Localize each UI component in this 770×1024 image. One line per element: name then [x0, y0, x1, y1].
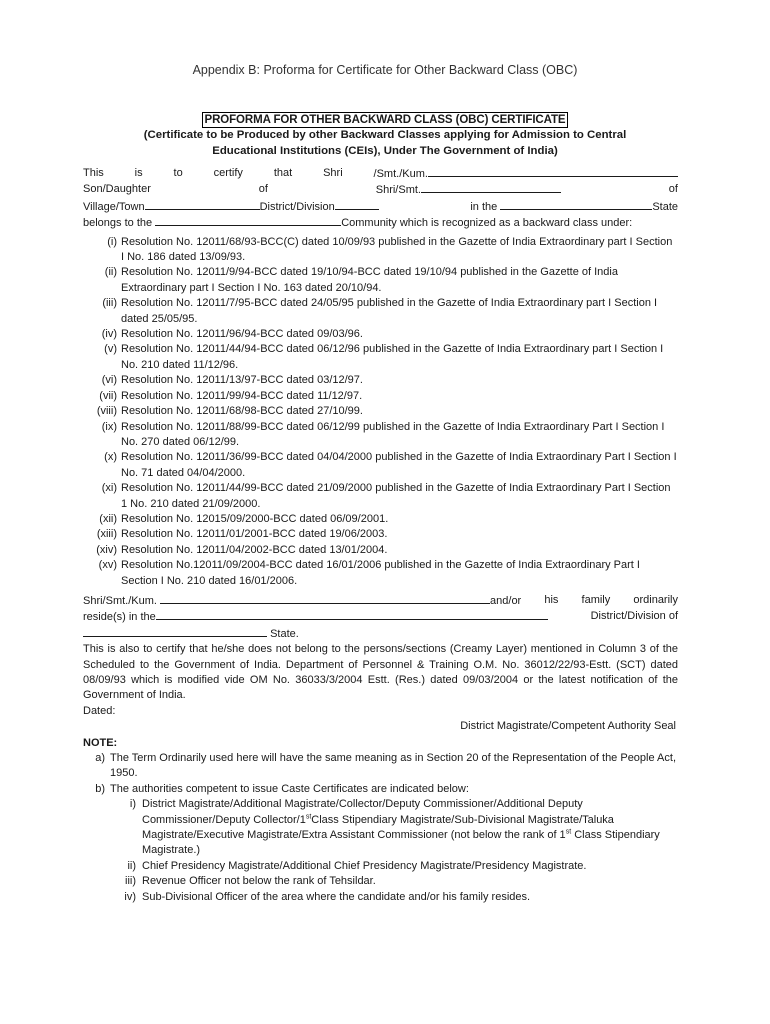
intro-word: Son/Daughter	[83, 183, 151, 196]
intro-word: Shri/Smt.	[375, 184, 421, 197]
residence-word: District/Division of	[590, 610, 678, 623]
certificate-subheading: (Certificate to be Produced by other Backward Classes applying for Admission to Central Educational Institutions (CEIs), Under The Government of India)	[143, 129, 627, 157]
intro-word: of	[668, 183, 678, 196]
resolution-list	[83, 235, 678, 589]
residence-word: Shri/Smt./Kum.	[83, 594, 157, 607]
intro-line-1	[83, 166, 678, 182]
list-item: (vii) Resolution No. 12011/99/94-BCC dated 11/12/97.	[99, 389, 363, 402]
intro-word: of	[258, 183, 268, 196]
list-item: (xii) Resolution No. 12015/09/2000-BCC dated 06/09/2001.	[99, 512, 389, 525]
certificate-heading: PROFORMA FOR OTHER BACKWARD CLASS (OBC) CERTIFICATE	[202, 112, 569, 128]
residence-line-2	[83, 609, 678, 625]
intro-word: that	[273, 167, 293, 179]
parent-name-blank	[421, 182, 561, 193]
residence-word: State.	[270, 627, 299, 640]
list-item: (iv) Resolution No. 12011/96/94-BCC dated 09/03/96.	[101, 328, 363, 341]
appendix-title: Appendix B: Proforma for Certificate for Other Backward Class (OBC)	[192, 63, 578, 77]
residence-line-1	[83, 593, 678, 609]
village-blank	[145, 199, 260, 210]
intro-word: /Smt./Kum.	[373, 168, 428, 180]
community-blank	[155, 215, 341, 226]
list-item: (ix) Resolution No. 12011/88/99-BCC dated 06/12/99 published in the Gazette of India Extraordinary Part I Section I No. 270 dated 06/12/99.	[101, 420, 665, 448]
list-item: (v) Resolution No. 12011/44/94-BCC dated 06/12/96 published in the Gazette of India Extraordinary part I Section I No. 210 dated 11/12/96.	[104, 343, 664, 371]
intro-line-3	[83, 199, 678, 215]
list-item: iii) Revenue Officer not below the rank of Tehsildar.	[125, 875, 376, 888]
resident-name-blank	[160, 593, 490, 604]
intro-word: belongs to the	[83, 217, 153, 230]
list-item: iv) Sub-Divisional Officer of the area where the candidate and/or his family resides.	[124, 890, 531, 903]
list-item: (ii) Resolution No. 12011/9/94-BCC dated 19/10/94-BCC dated 19/10/94 published in the Gazette of India Extraordinary part I Section I No. 163 dated 20/10/94.	[104, 266, 618, 294]
list-item: i) District Magistrate/Additional Magistrate/Collector/Deputy Commissioner/Additional Deputy Commissioner/Deputy Collector/1stClass Stipendiary Magistrate/Sub-Divisional Magistrate/Taluka Magistrate/Executive Magistrate/Extra Assistant Commissioner (not below the rank of 1st Class Stipendiary Magistrate.)	[83, 797, 678, 859]
residence-word: his	[544, 593, 559, 606]
intro-line-2	[83, 182, 678, 198]
list-item: (xiv) Resolution No. 12011/04/2002-BCC dated 13/01/2004.	[96, 543, 388, 556]
residence-word: and/or	[490, 594, 522, 607]
list-item: (vi) Resolution No. 12011/13/97-BCC dated 03/12/97.	[101, 374, 363, 387]
intro-word: certify	[213, 167, 243, 179]
intro-line-4	[83, 215, 678, 231]
list-item: (xiii) Resolution No. 12011/01/2001-BCC dated 19/06/2003.	[96, 528, 388, 541]
list-item: ii) Chief Presidency Magistrate/Additional Chief Presidency Magistrate/Presidency Magistrate.	[127, 859, 587, 872]
district-blank	[335, 199, 379, 210]
residence-state-blank	[83, 626, 267, 637]
residence-place-blank	[156, 609, 548, 620]
intro-word: State	[652, 200, 678, 213]
list-item: (x) Resolution No. 12011/36/99-BCC dated 04/04/2000 published in the Gazette of India Extraordinary Part I Section I No. 71 dated 04/04/2000.	[104, 451, 677, 479]
certificate-body	[83, 166, 678, 905]
dated-label: Dated:	[83, 704, 116, 717]
intro-word: to	[173, 167, 183, 179]
list-item: b) The authorities competent to issue Caste Certificates are indicated below:	[95, 782, 469, 795]
intro-word: Shri	[323, 167, 343, 179]
authority-i-text: District Magistrate/Additional Magistrate/Collector/Deputy Commissioner/Additional Deputy Commissioner/Deputy Collector/1stClass Stipendiary Magistrate/Sub-Divisional Magistrate/Taluka Magistrate/Executive Magistrate/Extra Assistant Commissioner (not below the rank of 1st Class Stipendiary Magistrate.)	[142, 798, 660, 857]
intro-word: Village/Town	[83, 200, 145, 213]
intro-word: Community which is recognized as a backward class under:	[341, 217, 633, 230]
list-item: (i) Resolution No. 12011/68/93-BCC(C) dated 10/09/93 published in the Gazette of India Extraordinary part I Section I No. 186 dated 13/09/93.	[107, 235, 673, 264]
residence-word: reside(s) in the	[83, 611, 156, 624]
residence-word: family	[581, 593, 611, 606]
residence-line-3	[83, 626, 678, 642]
list-item: a) The Term Ordinarily used here will have the same meaning as in Section 20 of the Representation of the People Act, 1950.	[95, 752, 677, 780]
list-item: (viii) Resolution No. 12011/68/98-BCC dated 27/10/99.	[96, 405, 363, 418]
list-item: (iii) Resolution No. 12011/7/95-BCC dated 24/05/95 published in the Gazette of India Extraordinary part I Section I dated 25/05/95.	[102, 297, 658, 325]
intro-word: District/Division	[259, 200, 335, 213]
list-item: (xv) Resolution No.12011/09/2004-BCC dated 16/01/2006 published in the Gazette of India Extraordinary Part I Section I No. 210 dated 16/01/2006.	[98, 559, 640, 587]
intro-word: is	[134, 167, 143, 179]
certificate-heading-wrap	[0, 110, 770, 128]
state-blank	[500, 199, 652, 210]
signature-label: District Magistrate/Competent Authority Seal	[460, 720, 676, 733]
intro-word: This	[83, 167, 104, 179]
note-title: NOTE:	[83, 736, 118, 749]
list-item: (xi) Resolution No. 12011/44/99-BCC dated 21/09/2000 published in the Gazette of India Extraordinary Part I Section 1 No. 210 dated 21/09/2000.	[101, 482, 671, 510]
name-blank	[428, 166, 678, 177]
creamy-layer-paragraph: This is also to certify that he/she does not belong to the persons/sections (Creamy Layer) mentioned in Column 3 of the Scheduled to the Government of India. Department of Personnel & Training O.M. No. 36012/22/93-Estt. (SCT) dated 08/09/93 which is modified vide OM No. 36033/3/2004 Estt. (Res.) dated 09/03/2004 or the latest notification of the Government of India.	[83, 643, 678, 702]
intro-word: in the	[470, 200, 498, 213]
residence-word: ordinarily	[633, 593, 678, 606]
